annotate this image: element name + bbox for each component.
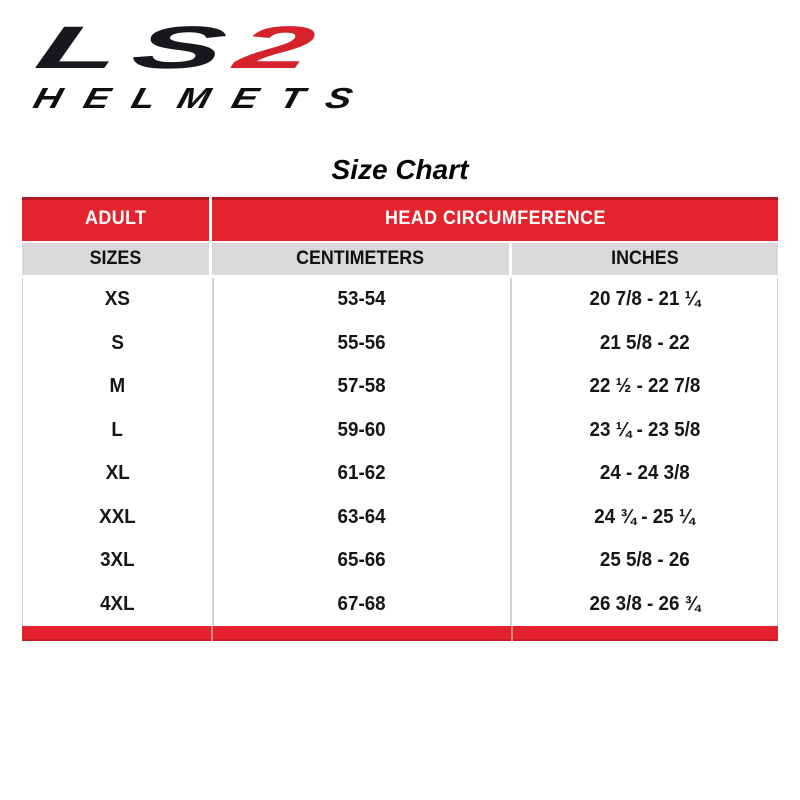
- table-subheader-row: [22, 243, 778, 275]
- centimeters-value: 55-56: [337, 331, 387, 354]
- centimeters-cell: [212, 409, 512, 453]
- size-value: 4XL: [100, 592, 135, 615]
- centimeters-value: 53-54: [337, 288, 387, 311]
- size-cell: [23, 496, 212, 540]
- inches-value: 24 ¾ - 25 ¼: [594, 505, 695, 528]
- centimeters-value: 65-66: [337, 549, 387, 572]
- size-value: M: [109, 375, 126, 398]
- inches-value: 23 ¼ - 23 5/8: [589, 418, 700, 441]
- size-cell: [23, 452, 212, 496]
- inches-value: 24 - 24 3/8: [599, 462, 690, 485]
- table-row: [23, 539, 777, 583]
- ls2-logo-text: [29, 14, 336, 81]
- table-footer-bar: [22, 626, 778, 641]
- subheader-inches: [512, 243, 778, 275]
- subheader-sizes-label: SIZES: [89, 248, 142, 269]
- size-cell: [23, 278, 212, 322]
- centimeters-cell: [212, 322, 512, 366]
- table-row: [23, 278, 777, 322]
- table-row: [23, 409, 777, 453]
- size-cell: [23, 322, 212, 366]
- inches-cell: [512, 583, 777, 627]
- centimeters-cell: [212, 583, 512, 627]
- logo-helmets-text: HELMETS: [29, 83, 379, 115]
- centimeters-value: 63-64: [337, 505, 387, 528]
- size-value: L: [111, 418, 124, 441]
- size-cell: [23, 583, 212, 627]
- logo-2: 2: [228, 14, 336, 81]
- centimeters-cell: [212, 496, 512, 540]
- subheader-centimeters-label: CENTIMETERS: [296, 248, 425, 269]
- inches-value: 26 3/8 - 26 ¾: [589, 592, 700, 615]
- table-row: [23, 322, 777, 366]
- size-cell: [23, 539, 212, 583]
- centimeters-value: 59-60: [337, 418, 387, 441]
- inches-cell: [512, 278, 777, 322]
- size-value: S: [111, 331, 124, 354]
- centimeters-cell: [212, 278, 512, 322]
- size-value: XS: [104, 288, 131, 311]
- subheader-centimeters: [212, 243, 512, 275]
- header-adult: [22, 197, 212, 241]
- header-adult-label: ADULT: [84, 208, 147, 229]
- inches-cell: [512, 452, 777, 496]
- subheader-sizes: [22, 243, 212, 275]
- inches-cell: [512, 322, 777, 366]
- size-cell: [23, 409, 212, 453]
- table-header-row: [22, 197, 778, 241]
- page-title: Size Chart: [331, 154, 469, 185]
- size-value: 3XL: [100, 549, 135, 572]
- centimeters-value: 61-62: [337, 462, 387, 485]
- centimeters-value: 57-58: [337, 375, 387, 398]
- logo-ls: LS: [29, 14, 247, 81]
- centimeters-cell: [212, 365, 512, 409]
- size-cell: [23, 365, 212, 409]
- inches-cell: [512, 539, 777, 583]
- centimeters-value: 67-68: [337, 592, 387, 615]
- table-row: [23, 583, 777, 627]
- inches-cell: [512, 365, 777, 409]
- centimeters-cell: [212, 452, 512, 496]
- header-head-circumference-label: HEAD CIRCUMFERENCE: [384, 208, 606, 229]
- size-value: XL: [105, 462, 130, 485]
- table-row: [23, 452, 777, 496]
- header-head-circumference: [212, 197, 778, 241]
- inches-cell: [512, 496, 777, 540]
- subheader-inches-label: INCHES: [611, 248, 679, 269]
- inches-value: 25 5/8 - 26: [599, 549, 690, 572]
- centimeters-cell: [212, 539, 512, 583]
- table-row: [23, 496, 777, 540]
- size-value: XXL: [99, 505, 136, 528]
- inches-value: 20 7/8 - 21 ¼: [589, 288, 700, 311]
- ls2-logo: [29, 14, 379, 115]
- inches-value: 21 5/8 - 22: [599, 331, 690, 354]
- inches-value: 22 ½ - 22 7/8: [589, 375, 700, 398]
- table-row: [23, 365, 777, 409]
- size-table: [22, 197, 778, 641]
- size-table-body: [22, 278, 778, 626]
- inches-cell: [512, 409, 777, 453]
